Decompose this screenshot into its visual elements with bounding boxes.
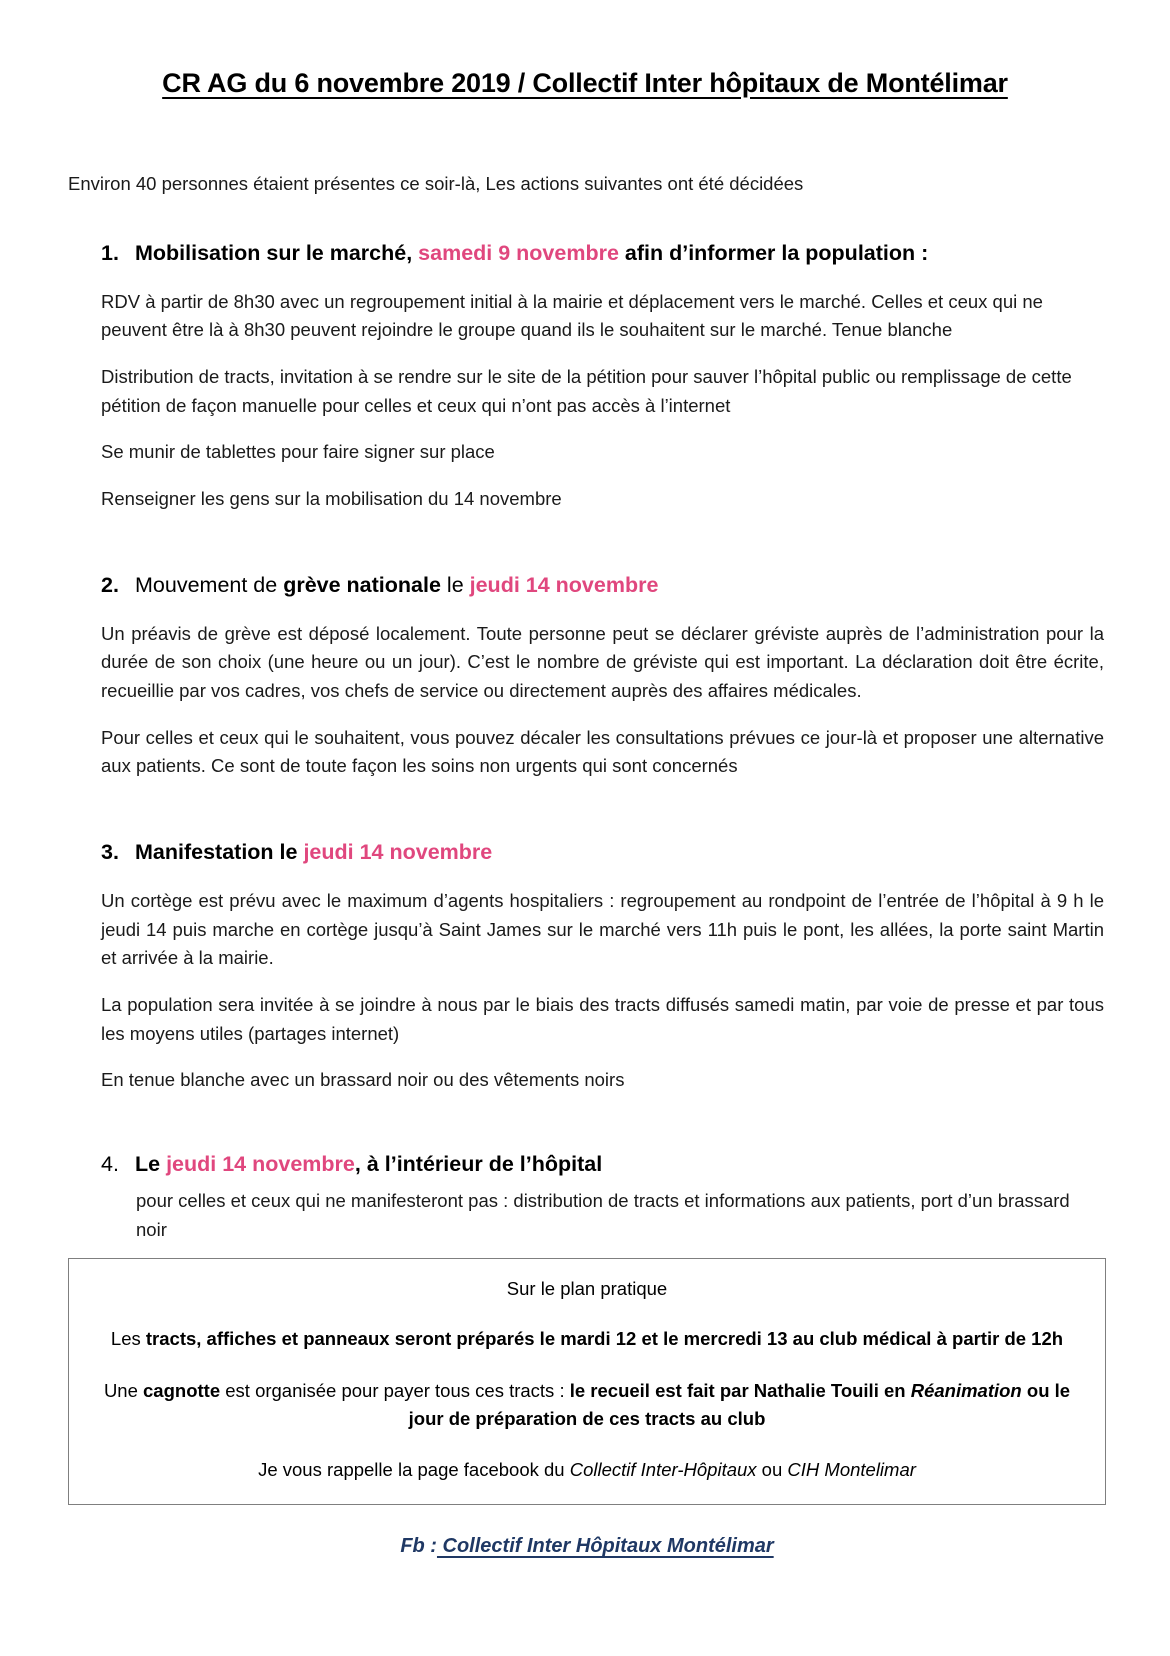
section-1-body: [68, 288, 1106, 514]
intro-paragraph: Environ 40 personnes étaient présentes ce soir-là, Les actions suivantes ont été décidées: [68, 173, 804, 194]
section-2-heading-strong: grève nationale: [283, 572, 441, 597]
section-4-heading-date: jeudi 14 novembre: [166, 1152, 355, 1177]
section-1-heading-part1: Mobilisation sur le marché,: [135, 240, 413, 265]
section-1-heading: [68, 240, 1106, 268]
facebook-footer-prefix: Fb :: [400, 1535, 437, 1558]
section-3-paragraph-2: La population sera invitée à se joindre à nous par le biais des tracts diffusés samedi matin, par voie de presse et par tous les moyens utiles (partages internet): [101, 994, 1104, 1044]
practical-box-line-3-lead: Je vous rappelle la page facebook du: [258, 1459, 570, 1481]
section-1-heading-text: [135, 240, 1106, 268]
practical-box-line-2: [89, 1377, 1085, 1433]
section-1-heading-part2: afin d’informer la population :: [618, 240, 929, 265]
section-3-heading-date: jeudi 14 novembre: [303, 840, 493, 865]
section-2-number: 2.: [101, 572, 119, 597]
practical-box-line-2-strong-2: le recueil est fait par Nathalie Touili en: [569, 1379, 911, 1401]
section-4-paragraph-1: pour celles et ceux qui ne manifesteront pas : distribution de tracts et informations aux patients, port d’un brassard noir: [136, 1189, 1070, 1240]
section-1-paragraph-3: Se munir de tablettes pour faire signer sur place: [101, 441, 495, 463]
practical-box-line-3: [89, 1456, 1085, 1484]
section-3-paragraph-1: Un cortège est prévu avec le maximum d’agents hospitaliers : regroupement au rondpoint de l’entrée de l’hôpital à 9 h le jeudi 14 puis marche en cortège jusqu’à Saint James sur le marché vers 11h puis le pont, les allées, la porte saint Martin et arrivée à la mairie.: [101, 890, 1104, 969]
section-2-heading-text: [135, 572, 1106, 600]
section-3: [68, 839, 1106, 1095]
practical-box-title: Sur le plan pratique: [506, 1278, 668, 1300]
section-4-heading: [68, 1151, 1106, 1179]
section-3-body: [68, 887, 1106, 1095]
section-1-paragraph-2: Distribution de tracts, invitation à se rendre sur le site de la pétition pour sauver l’hôpital public ou remplissage de cette pétition de façon manuelle pour celles et ceux qui n’ont pas accès à l’internet: [101, 366, 1072, 416]
section-2-heading: [68, 572, 1106, 600]
section-4: [68, 1151, 1106, 1244]
section-1: [68, 240, 1106, 514]
section-1-paragraph-1: RDV à partir de 8h30 avec un regroupement initial à la mairie et déplacement vers le marché. Celles et ceux qui ne peuvent être là à 8h30 peuvent rejoindre le groupe quand ils le souhaitent sur le marché. Tenue blanche: [101, 290, 1043, 341]
practical-box-line-2-mid: est organisée pour payer tous ces tracts :: [220, 1379, 570, 1401]
section-4-heading-part1: Le: [135, 1152, 167, 1177]
section-2-heading-part2: le: [440, 572, 470, 597]
section-3-heading-part1: Manifestation le: [135, 840, 304, 865]
section-3-paragraph-3: En tenue blanche avec un brassard noir ou des vêtements noirs: [101, 1069, 625, 1091]
practical-box-line-3-mid: ou: [756, 1459, 788, 1481]
section-3-heading: [68, 839, 1106, 867]
section-4-heading-part2: , à l’intérieur de l’hôpital: [354, 1152, 603, 1177]
section-2-heading-date: jeudi 14 novembre: [469, 572, 659, 597]
practical-box-line-1: [89, 1325, 1085, 1353]
section-2-body: [68, 620, 1106, 781]
practical-box-line-3-italic-1: Collectif Inter-Hôpitaux: [569, 1459, 757, 1481]
practical-box-line-1-lead: Les: [110, 1328, 146, 1350]
practical-box-line-3-italic-2: CIH Montelimar: [787, 1459, 916, 1481]
section-1-number: 1.: [101, 240, 119, 265]
section-2-paragraph-1: Un préavis de grève est déposé localement. Toute personne peut se déclarer gréviste auprès de l’administration pour la durée de son choix (une heure ou un jour). C’est le nombre de gréviste qui est important. La déclaration doit être écrite, recueillie par vos cadres, vos chefs de service ou directement auprès des affaires médicales.: [101, 622, 1104, 702]
practical-box-line-2-lead: Une: [103, 1379, 144, 1401]
section-4-body: [68, 1187, 1106, 1244]
practical-box-line-2-strong-3: ou le jour de préparation de ces tracts au club: [408, 1379, 1071, 1429]
practical-box-line-1-strong: tracts, affiches et panneaux seront préparés le mardi 12 et le mercredi 13 au club médical à partir de 12h: [145, 1328, 1064, 1350]
section-4-number: 4.: [101, 1152, 119, 1177]
facebook-footer: [68, 1535, 1106, 1558]
practical-box-line-2-strong-1: cagnotte: [143, 1379, 221, 1401]
section-4-heading-text: [135, 1151, 1106, 1179]
section-3-heading-text: [135, 839, 1106, 867]
section-2-heading-part1: Mouvement de: [135, 572, 284, 597]
document-content: [0, 171, 1170, 1558]
section-2: [68, 572, 1106, 781]
section-3-number: 3.: [101, 840, 119, 865]
practical-box-line-2-italic: Réanimation: [910, 1379, 1022, 1401]
page-title: [0, 0, 1170, 99]
section-1-heading-date: samedi 9 novembre: [412, 240, 619, 265]
page-title-text: CR AG du 6 novembre 2019 / Collectif Inter hôpitaux de Montélimar: [162, 68, 1008, 98]
section-2-paragraph-2: Pour celles et ceux qui le souhaitent, vous pouvez décaler les consultations prévues ce jour-là et proposer une alternative aux patients. Ce sont de toute façon les soins non urgents qui sont concernés: [101, 726, 1104, 777]
facebook-page-link[interactable]: Collectif Inter Hôpitaux Montélimar: [436, 1535, 774, 1558]
practical-plan-box: [68, 1258, 1106, 1505]
section-1-paragraph-4: Renseigner les gens sur la mobilisation du 14 novembre: [101, 488, 562, 510]
